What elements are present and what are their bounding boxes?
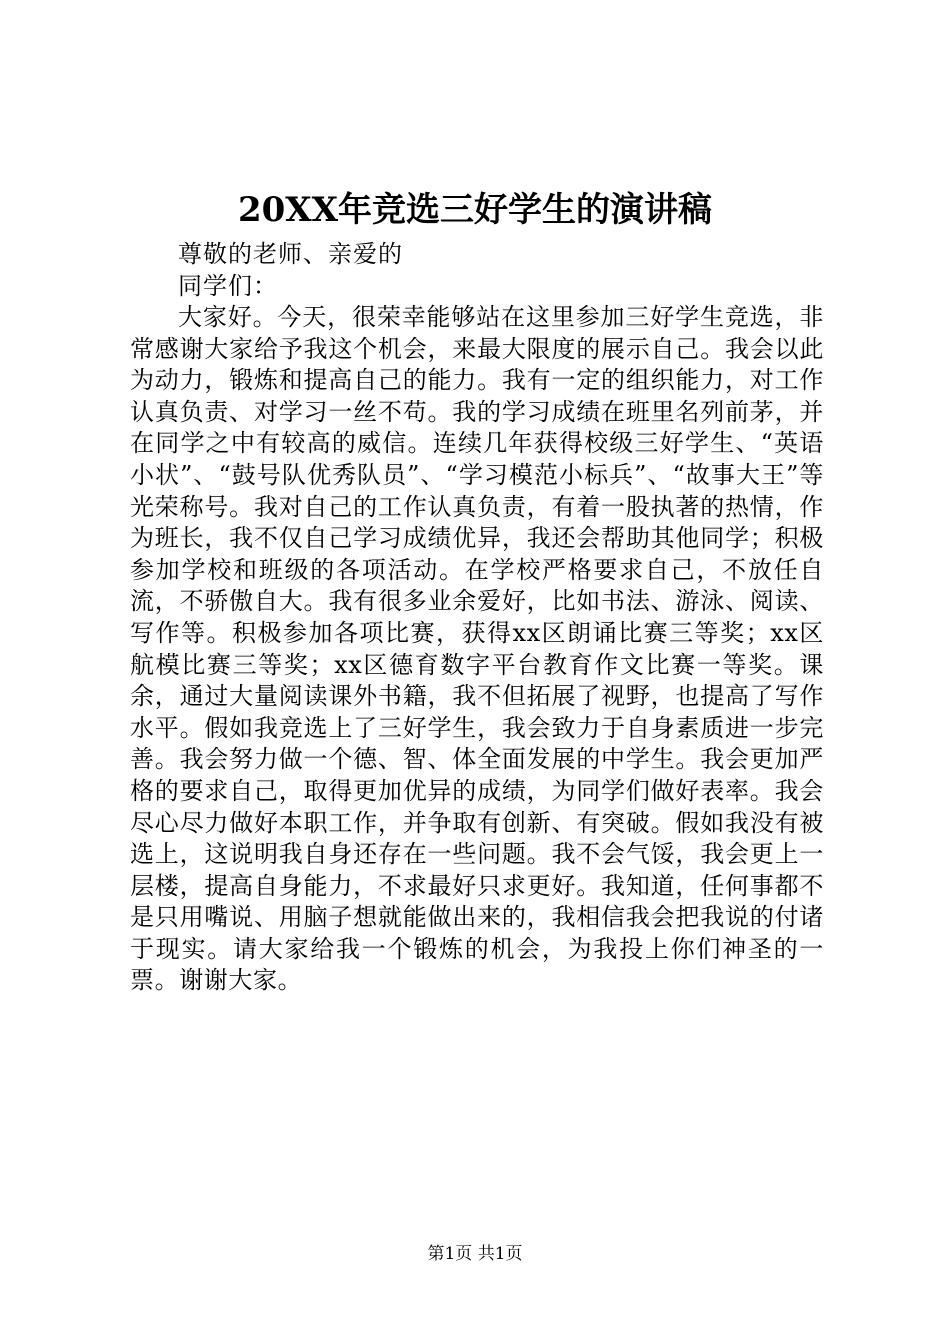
salutation-line-1: 尊敬的老师、亲爱的 <box>178 240 403 268</box>
page-footer: 第1页 共1页 <box>427 1244 523 1264</box>
document-title: 20XX年竞选三好学生的演讲稿 <box>237 190 713 230</box>
salutation-line-2: 同学们： <box>178 272 278 300</box>
speech-body-paragraph: 大家好。今天，很荣幸能够站在这里参加三好学生竞选，非常感谢大家给予我这个机会，来最大限度的展示自己。我会以此为动力，锻炼和提高自己的能力。我有一定的组织能力，对工作认真负责、对学习一丝不苟。我的学习成绩在班里名列前茅，并在同学之中有较高的威信。连续几年获得校级三好学生、“英语小状”、“鼓号队优秀队员”、“学习模范小标兵”、“故事大王”等光荣称号。我对自己的工作认真负责，有着一股执著的热情，作为班长，我不仅自己学习成绩优异，我还会帮助其他同学；积极参加学校和班级的各项活动。在学校严格要求自己，不放任自流，不骄傲自大。我有很多业余爱好，比如书法、游泳、阅读、写作等。积极参加各项比赛，获得xx区朗诵比赛三等奖；xx区航模比赛三等奖；xx区德育数字平台教育作文比赛一等奖。课余，通过大量阅读课外书籍，我不但拓展了视野，也提高了写作水平。假如我竞选上了三好学生，我会致力于自身素质进一步完善。我会努力做一个德、智、体全面发展的中学生。我会更加严格的要求自己，取得更加优异的成绩，为同学们做好表率。我会尽心尽力做好本职工作，并争取有创新、有突破。假如我没有被选上，这说明我自身还存在一些问题。我不会气馁，我会更上一层楼，提高自身能力，不求最好只求更好。我知道，任何事都不是只用嘴说、用脑子想就能做出来的，我相信我会把我说的付诸于现实。请大家给我一个锻炼的机会，为我投上你们神圣的一票。谢谢大家。 <box>130 303 824 995</box>
